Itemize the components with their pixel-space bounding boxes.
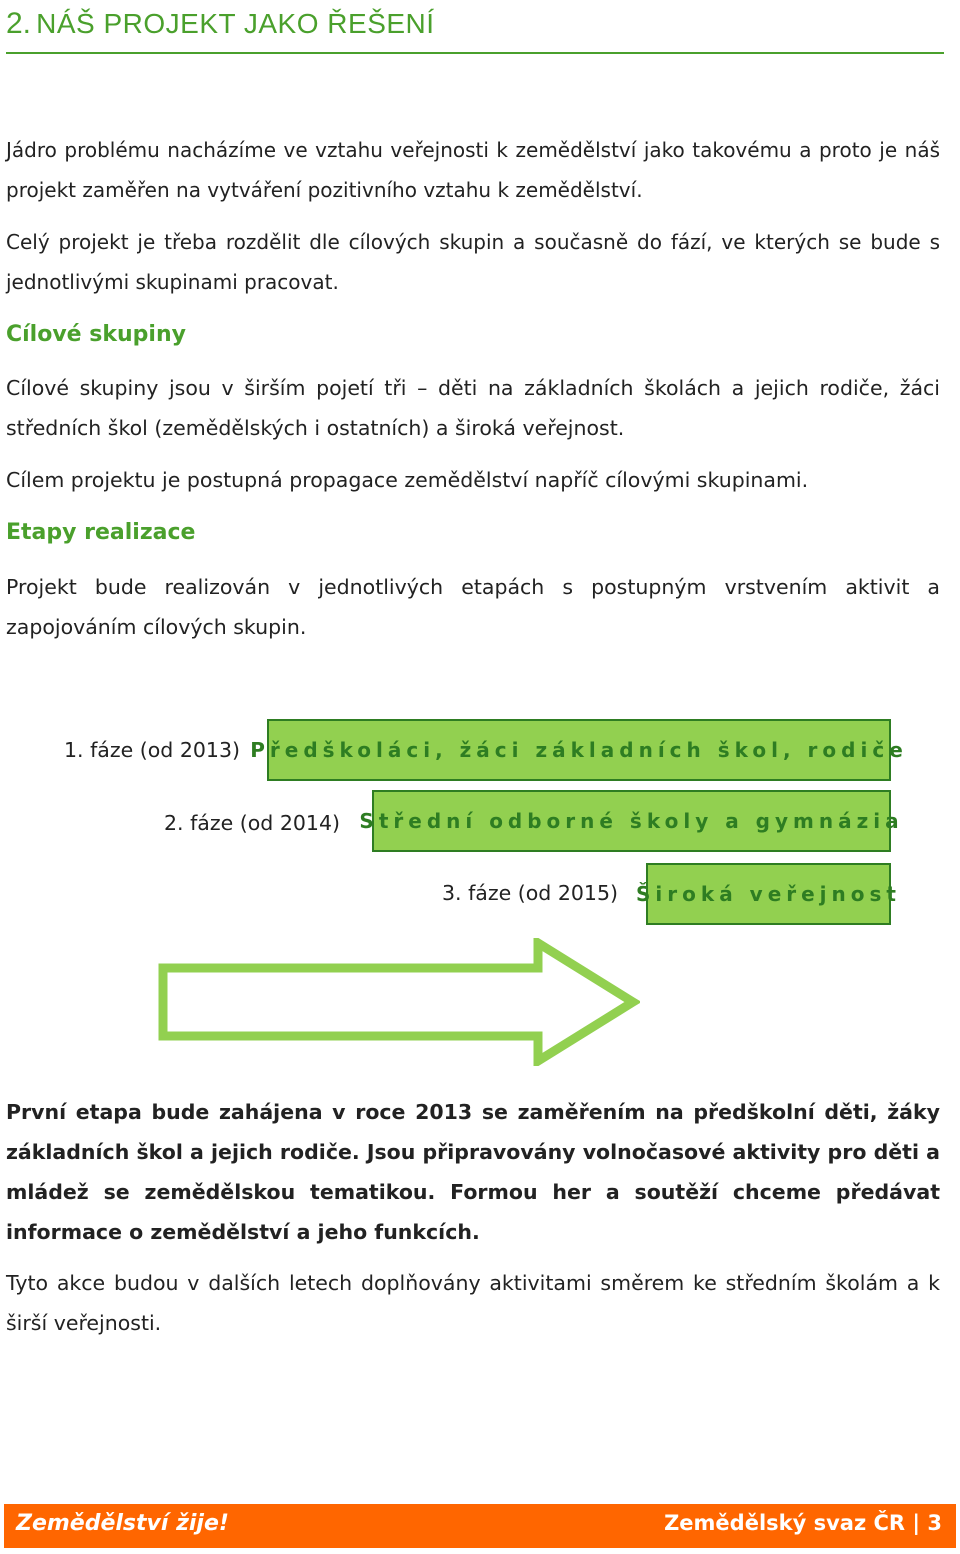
stages-line-1: Projekt bude realizován v jednotlivých etapách s postupným vrstvením aktivit a: [6, 575, 940, 599]
phase-1-label: 1. fáze (od 2013): [64, 738, 240, 762]
intro-paragraph-2: Celý projekt je třeba rozdělit dle cílových skupin a současně do fází, ve kterých se bude s jednotlivými skupinami pracovat.: [6, 230, 940, 294]
phase-2-box: Střední odborné školy a gymnázia: [372, 790, 891, 852]
target-groups-paragraph: Cílové skupiny jsou v širším pojetí tři – děti na základních školách a jejich rodiče, žáci středních škol (zemědělských i ostatních) a široká veřejnost.: [6, 376, 940, 440]
footer-page-info: Zemědělský svaz ČR | 3: [664, 1511, 942, 1535]
section-heading: [6, 2, 944, 54]
target-groups-heading: Cílové skupiny: [6, 322, 186, 347]
stages-heading: Etapy realizace: [6, 520, 196, 545]
details-paragraph-1: První etapa bude zahájena v roce 2013 se zaměřením na předškolní děti, žáky základních škol a jejich rodiče. Jsou připravovány volnočasové aktivity pro děti a mládež se zemědělskou tematikou. Formou her a soutěží chceme předávat informace o zemědělství a jeho funkcích.: [6, 1100, 940, 1244]
phase-2-label: 2. fáze (od 2014): [164, 811, 340, 835]
phase-1-box: Předškoláci, žáci základních škol, rodiče: [267, 719, 891, 781]
details-paragraph-2: Tyto akce budou v dalších letech doplňovány aktivitami směrem ke středním školám a k širší veřejnosti.: [6, 1271, 940, 1335]
stages-paragraph: [6, 567, 940, 647]
project-goal-paragraph: Cílem projektu je postupná propagace zemědělství napříč cílovými skupinami.: [6, 468, 809, 492]
intro-paragraph-1: Jádro problému nacházíme ve vztahu veřejnosti k zemědělství jako takovému a proto je náš projekt zaměřen na vytváření pozitivního vztahu k zemědělství.: [6, 138, 940, 202]
stages-line-2: zapojováním cílových skupin.: [6, 615, 307, 639]
phase-3-label: 3. fáze (od 2015): [442, 881, 618, 905]
phase-3-box: Široká veřejnost: [646, 863, 891, 925]
section-number: 2.: [6, 7, 32, 40]
footer-slogan: Zemědělství žije!: [16, 1511, 229, 1536]
timeline-arrow-icon: [158, 938, 640, 1066]
section-title: NÁŠ PROJEKT JAKO ŘEŠENÍ: [36, 8, 435, 39]
page-footer: [4, 1504, 956, 1548]
